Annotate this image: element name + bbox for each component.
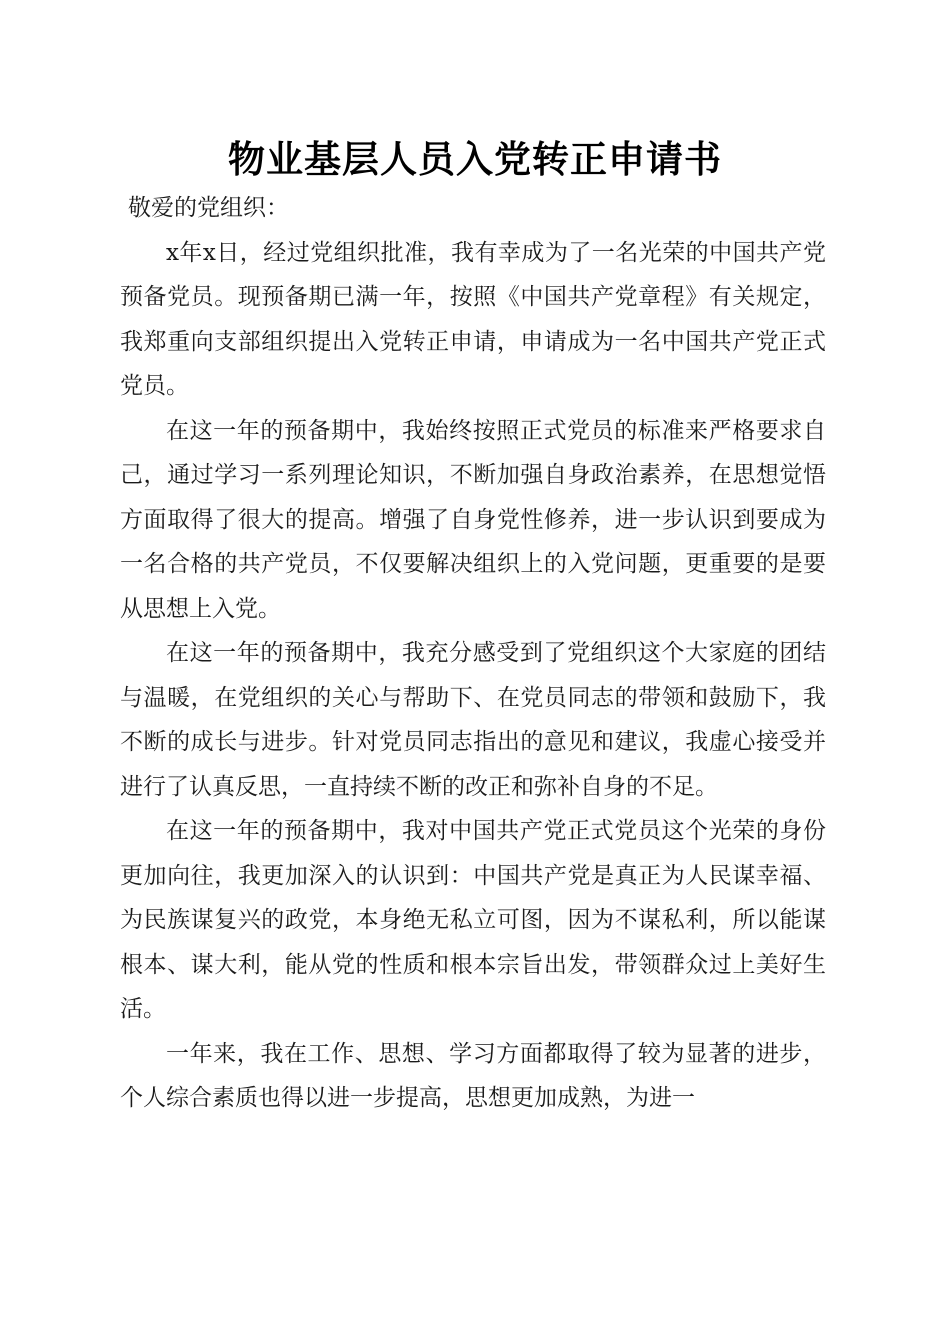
- paragraph-5: 一年来，我在工作、思想、学习方面都取得了较为显著的进步，个人综合素质也得以进一步提高，思想更加成熟，为进一: [120, 1040, 826, 1111]
- paragraph-3: 在这一年的预备期中，我充分感受到了党组织这个大家庭的团结与温暖，在党组织的关心与帮助下、在党员同志的带领和鼓励下，我不断的成长与进步。针对党员同志指出的意见和建议，我虚心接受并进行了认真反思，一直持续不断的改正和弥补自身的不足。: [120, 640, 826, 800]
- paragraph-2: 在这一年的预备期中，我始终按照正式党员的标准来严格要求自己，通过学习一系列理论知识，不断加强自身政治素养，在思想觉悟方面取得了很大的提高。增强了自身党性修养，进一步认识到要成为一名合格的共产党员，不仅要解决组织上的入党问题，更重要的是要从思想上入党。: [120, 417, 826, 622]
- document-title: 物业基层人员入党转正申请书: [228, 137, 722, 181]
- salutation: 敬爱的党组织：: [128, 195, 289, 221]
- paragraph-1: x年x日，经过党组织批准，我有幸成为了一名光荣的中国共产党预备党员。现预备期已满一年，按照《中国共产党章程》有关规定，我郑重向支部组织提出入党转正申请，申请成为一名中国共产党正式党员。: [120, 239, 826, 399]
- document-body: [120, 186, 826, 1121]
- paragraph-4: 在这一年的预备期中，我对中国共产党正式党员这个光荣的身份更加向往，我更加深入的认识到：中国共产党是真正为人民谋幸福、为民族谋复兴的政党，本身绝无私立可图，因为不谋私利，所以能谋根本、谋大利，能从党的性质和根本宗旨出发，带领群众过上美好生活。: [120, 818, 826, 1022]
